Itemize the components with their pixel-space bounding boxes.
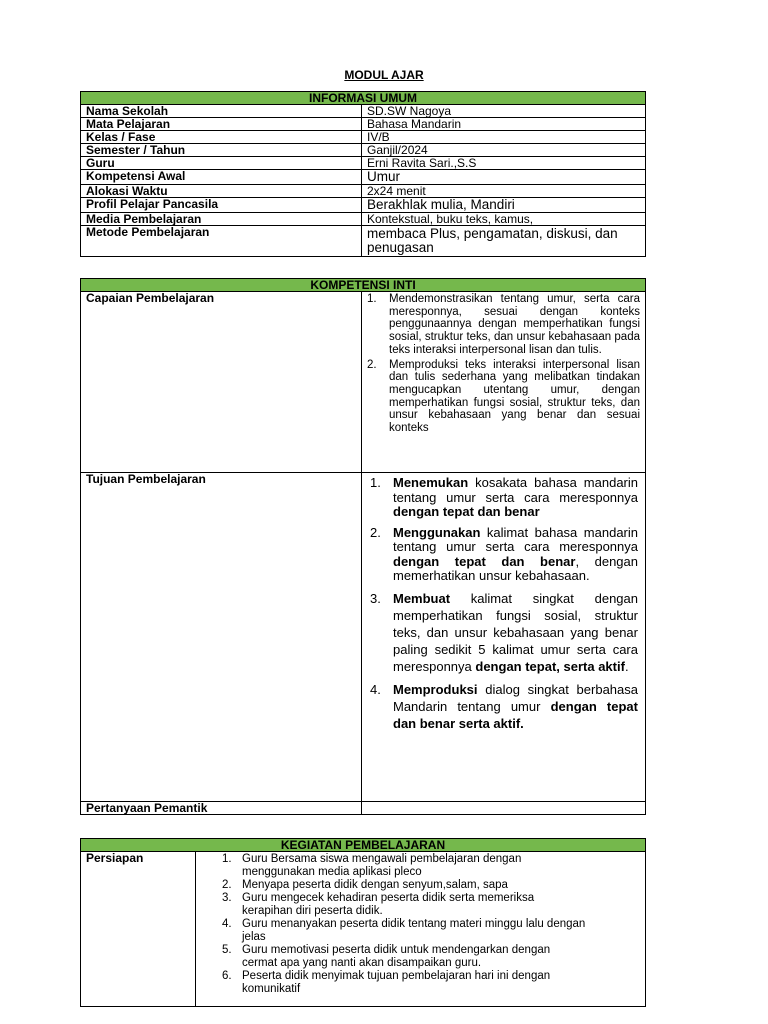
list-item <box>365 476 638 520</box>
info-value: membaca Plus, pengamatan, diskusi, dan penugasan <box>362 226 646 257</box>
info-value: Ganjil/2024 <box>362 144 646 157</box>
item-number: 5. <box>222 943 232 956</box>
info-label: Profil Pelajar Pancasila <box>81 198 362 213</box>
item-mid: kalimat singkat dengan memperhatikan fungsi sosial, struktur teks, dan unsur kebahasaan yang benar paling sedikit 5 kalimat umur serta cara meresponnya <box>393 590 638 674</box>
info-row-semester-tahun <box>81 144 646 157</box>
list-item <box>196 853 587 878</box>
item-number: 1. <box>367 293 377 305</box>
info-label: Mata Pelajaran <box>81 118 362 131</box>
info-value: Kontekstual, buku teks, kamus, <box>362 213 646 226</box>
item-verb: Memproduksi <box>393 681 478 697</box>
kompetensi-inti-header: KOMPETENSI INTI <box>81 279 646 292</box>
item-number: 4. <box>370 681 381 697</box>
document-title: MODUL AJAR <box>344 68 424 82</box>
item-number: 3. <box>370 590 381 606</box>
item-mid: kalimat bahasa mandarin tentang umur serta cara meresponnya <box>393 524 638 554</box>
list-item <box>196 918 587 943</box>
info-row-profil-pelajar <box>81 198 646 213</box>
item-text <box>393 590 638 675</box>
item-tail: . <box>624 658 629 674</box>
item-text <box>393 681 638 732</box>
info-label: Media Pembelajaran <box>81 213 362 226</box>
item-number: 2. <box>370 524 381 540</box>
info-row-nama-sekolah <box>81 105 646 118</box>
list-item <box>196 970 587 995</box>
item-tail: , dengan memerhatikan unsur kebahasaan. <box>393 553 638 583</box>
persiapan-row <box>81 852 646 1007</box>
info-value: Berakhlak mulia, Mandiri <box>362 198 646 213</box>
info-label: Kompetensi Awal <box>81 170 362 185</box>
info-value: IV/B <box>362 131 646 144</box>
item-number: 1. <box>222 853 232 865</box>
item-text: Mendemonstrasikan tentang umur, serta cara meresponnya, sesuai dengan konteks penggunaannya dengan memperhatikan fungsi sosial, struktur teks, dan unsur kebahasaan pada teks interaksi interpersonal lisan dan tulis. <box>389 293 640 356</box>
tujuan-list <box>365 476 638 732</box>
info-label: Semester / Tahun <box>81 144 362 157</box>
pertanyaan-label: Pertanyaan Pemantik <box>81 802 362 815</box>
item-text: Guru Bersama siswa mengawali pembelajaran dengan menggunakan media aplikasi pleco <box>242 853 522 878</box>
pertanyaan-value <box>362 802 646 815</box>
item-text: Guru mengecek kehadiran peserta didik serta memeriksa kerapihan diri peserta didik. <box>242 892 535 917</box>
item-verb: Membuat <box>393 590 451 606</box>
item-text <box>393 526 638 584</box>
item-bold-end: dengan tepat dan benar <box>393 553 576 569</box>
capaian-label: Capaian Pembelajaran <box>81 292 362 473</box>
info-row-metode-pembelajaran <box>81 226 646 257</box>
informasi-umum-header: INFORMASI UMUM <box>81 92 646 105</box>
list-item <box>367 359 640 435</box>
list-item <box>367 293 640 357</box>
kompetensi-inti-table <box>80 278 646 815</box>
info-row-kelas-fase <box>81 131 646 144</box>
info-row-kompetensi-awal <box>81 170 646 185</box>
item-number: 1. <box>370 475 381 490</box>
info-row-guru <box>81 157 646 170</box>
item-verb: Menemukan <box>393 475 469 490</box>
list-item <box>365 590 638 675</box>
capaian-list <box>367 293 640 435</box>
item-text: Peserta didik menyimak tujuan pembelajaran hari ini dengan komunikatif <box>242 969 551 995</box>
info-label: Nama Sekolah <box>81 105 362 118</box>
info-row-media-pembelajaran <box>81 213 646 226</box>
pertanyaan-row <box>81 802 646 815</box>
tujuan-label: Tujuan Pembelajaran <box>81 473 362 802</box>
persiapan-list <box>196 853 587 995</box>
item-bold-end: dengan tepat dan benar serta aktif. <box>393 698 638 731</box>
info-value: Umur <box>362 170 646 185</box>
info-value: SD.SW Nagoya <box>362 105 646 118</box>
item-mid: dialog singkat berbahasa Mandarin tentang umur <box>393 681 638 714</box>
item-number: 3. <box>222 892 232 905</box>
kegiatan-header: KEGIATAN PEMBELAJARAN <box>81 839 646 852</box>
item-verb: Menggunakan <box>393 524 481 540</box>
info-value: 2x24 menit <box>362 185 646 198</box>
item-text: Menyapa peserta didik dengan senyum,salam, sapa <box>242 878 508 891</box>
item-bold-end: dengan tepat, serta aktif <box>475 658 625 674</box>
item-number: 4. <box>222 918 232 931</box>
item-number: 2. <box>222 878 232 891</box>
item-number: 6. <box>222 969 232 982</box>
tujuan-row <box>81 473 646 802</box>
item-number: 2. <box>367 358 377 371</box>
info-label: Kelas / Fase <box>81 131 362 144</box>
item-bold-end: dengan tepat dan benar <box>393 504 540 519</box>
list-item <box>365 526 638 584</box>
info-value: Erni Ravita Sari.,S.S <box>362 157 646 170</box>
info-label: Alokasi Waktu <box>81 185 362 198</box>
item-mid: kosakata bahasa mandarin tentang umur serta cara meresponnya <box>393 475 638 505</box>
informasi-umum-table <box>80 91 646 257</box>
list-item <box>196 944 587 969</box>
list-item <box>365 681 638 732</box>
item-text: Guru memotivasi peserta didik untuk mendengarkan dengan cermat apa yang nanti akan disampaikan guru. <box>242 943 551 969</box>
info-row-alokasi-waktu <box>81 185 646 198</box>
kegiatan-table <box>80 838 646 1007</box>
item-text: Guru menanyakan peserta didik tentang materi minggu lalu dengan jelas <box>242 918 586 943</box>
info-label: Metode Pembelajaran <box>81 226 362 257</box>
info-row-mata-pelajaran <box>81 118 646 131</box>
info-label: Guru <box>81 157 362 170</box>
item-text: Memproduksi teks interaksi interpersonal lisan dan tulis sederhana yang melibatkan tindakan mengucapkan utentang umur, dengan memperhatikan fungsi sosial, struktur teks, dan unsur kebahasaan yang benar dan sesuai konteks <box>389 358 640 435</box>
info-value: Bahasa Mandarin <box>362 118 646 131</box>
persiapan-label: Persiapan <box>81 852 196 1007</box>
list-item <box>196 879 587 892</box>
item-text <box>393 476 638 520</box>
capaian-row <box>81 292 646 473</box>
list-item <box>196 892 587 917</box>
